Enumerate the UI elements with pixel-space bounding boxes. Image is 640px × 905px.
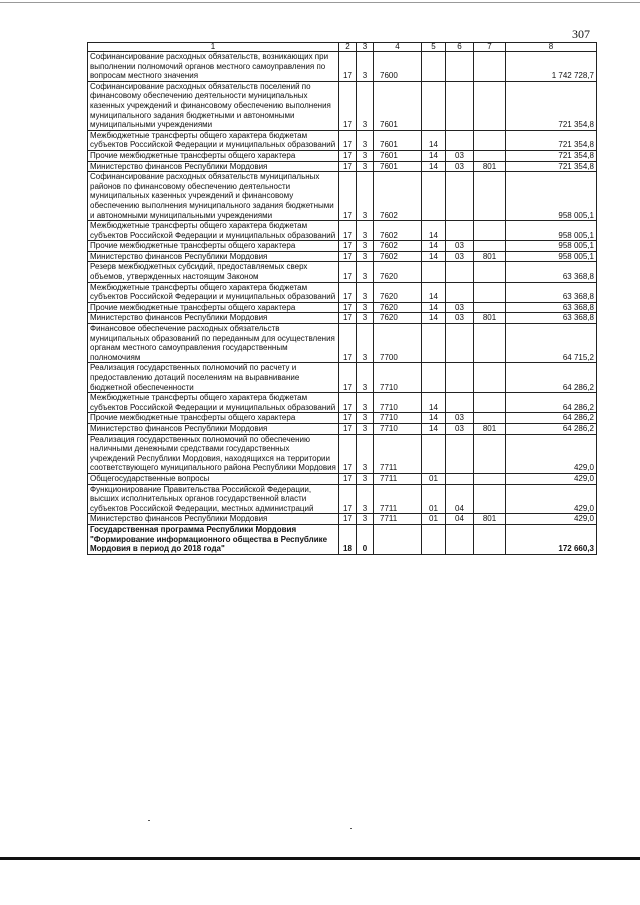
cell-c4: 7600 [374, 52, 422, 82]
cell-c5: 01 [422, 484, 446, 514]
cell-c5: 14 [422, 302, 446, 313]
cell-c3: 3 [357, 81, 374, 130]
cell-c8: 721 354,8 [506, 81, 597, 130]
row-label: Функционирование Правительства Российской Федерации, высших исполнительных органов государственной власти субъектов Российской Федерации, местных администраций [88, 484, 339, 514]
cell-c2: 17 [339, 413, 357, 424]
cell-c6 [446, 52, 474, 82]
cell-c5 [422, 81, 446, 130]
scan-bottom-edge [0, 857, 640, 860]
table-row [88, 473, 597, 484]
cell-c8: 958 005,1 [506, 241, 597, 252]
cell-c8: 63 368,8 [506, 282, 597, 302]
cell-c4: 7710 [374, 423, 422, 434]
table-row [88, 413, 597, 424]
row-label: Прочие межбюджетные трансферты общего характера [88, 241, 339, 252]
cell-c7 [474, 413, 506, 424]
row-label: Прочие межбюджетные трансферты общего характера [88, 302, 339, 313]
cell-c3: 3 [357, 282, 374, 302]
cell-c3: 3 [357, 324, 374, 363]
cell-c2: 17 [339, 514, 357, 525]
cell-c2: 17 [339, 81, 357, 130]
cell-c8: 63 368,8 [506, 302, 597, 313]
cell-c5: 14 [422, 161, 446, 172]
cell-c2: 17 [339, 282, 357, 302]
table-row [88, 302, 597, 313]
row-label: Межбюджетные трансферты общего характера бюджетам субъектов Российской Федерации и муниципальных образований [88, 130, 339, 150]
cell-c7 [474, 52, 506, 82]
cell-c2: 17 [339, 241, 357, 252]
cell-c3: 3 [357, 393, 374, 413]
row-label: Софинансирование расходных обязательств поселений по финансовому обеспечению деятельности муниципальных казенных учреждений и финансовому обеспечению выполнения муниципального задания бюджетными и автономными муниципальными учреждениями [88, 81, 339, 130]
cell-c7 [474, 302, 506, 313]
cell-c8: 63 368,8 [506, 313, 597, 324]
cell-c4: 7601 [374, 130, 422, 150]
table-row [88, 52, 597, 82]
cell-c2: 17 [339, 484, 357, 514]
cell-c8: 429,0 [506, 434, 597, 473]
row-label: Государственная программа Республики Мордовия "Формирование информационного общества в Республике Мордовия в период до 2018 года" [88, 524, 339, 554]
cell-c5: 01 [422, 514, 446, 525]
cell-c3: 3 [357, 514, 374, 525]
table-row [88, 514, 597, 525]
row-label: Министерство финансов Республики Мордовия [88, 313, 339, 324]
cell-c3: 3 [357, 423, 374, 434]
cell-c2: 17 [339, 52, 357, 82]
cell-c6 [446, 172, 474, 221]
cell-c6: 03 [446, 241, 474, 252]
cell-c2: 17 [339, 221, 357, 241]
cell-c3: 3 [357, 363, 374, 393]
cell-c2: 17 [339, 161, 357, 172]
cell-c5: 14 [422, 251, 446, 262]
column-header-row [88, 43, 597, 52]
cell-c5: 14 [422, 241, 446, 252]
cell-c8: 172 660,3 [506, 524, 597, 554]
cell-c6: 03 [446, 161, 474, 172]
cell-c8: 1 742 728,7 [506, 52, 597, 82]
row-label: Финансовое обеспечение расходных обязательств муниципальных образований по переданным для осуществления органам местного самоуправления государственным полномочиям [88, 324, 339, 363]
cell-c6: 04 [446, 484, 474, 514]
cell-c4: 7620 [374, 313, 422, 324]
cell-c4: 7711 [374, 514, 422, 525]
cell-c7 [474, 150, 506, 161]
cell-c7 [474, 81, 506, 130]
cell-c7 [474, 282, 506, 302]
table-row [88, 251, 597, 262]
cell-c2: 18 [339, 524, 357, 554]
cell-c4: 7710 [374, 363, 422, 393]
cell-c5: 14 [422, 221, 446, 241]
column-header: 2 [339, 43, 357, 52]
cell-c5: 14 [422, 423, 446, 434]
cell-c8: 429,0 [506, 514, 597, 525]
cell-c5 [422, 52, 446, 82]
cell-c6: 03 [446, 150, 474, 161]
column-header: 7 [474, 43, 506, 52]
cell-c3: 3 [357, 150, 374, 161]
cell-c2: 17 [339, 363, 357, 393]
cell-c2: 17 [339, 393, 357, 413]
cell-c4: 7602 [374, 241, 422, 252]
cell-c4: 7602 [374, 221, 422, 241]
column-header: 3 [357, 43, 374, 52]
row-label: Общегосударственные вопросы [88, 473, 339, 484]
table-row [88, 393, 597, 413]
cell-c5 [422, 363, 446, 393]
row-label: Реализация государственных полномочий по расчету и предоставлению дотаций поселениям на выравнивание бюджетной обеспеченности [88, 363, 339, 393]
cell-c6: 03 [446, 302, 474, 313]
cell-c2: 17 [339, 150, 357, 161]
cell-c6 [446, 221, 474, 241]
page-number: 307 [572, 27, 590, 41]
cell-c3: 3 [357, 172, 374, 221]
table-row [88, 221, 597, 241]
cell-c4: 7602 [374, 172, 422, 221]
column-header: 1 [88, 43, 339, 52]
cell-c3: 3 [357, 473, 374, 484]
cell-c4: 7711 [374, 473, 422, 484]
cell-c4: 7602 [374, 251, 422, 262]
table-row [88, 150, 597, 161]
cell-c6: 03 [446, 251, 474, 262]
cell-c8: 958 005,1 [506, 221, 597, 241]
column-header: 6 [446, 43, 474, 52]
table-row [88, 161, 597, 172]
cell-c6 [446, 130, 474, 150]
cell-c2: 17 [339, 302, 357, 313]
table-row [88, 313, 597, 324]
cell-c3: 3 [357, 161, 374, 172]
cell-c8: 64 286,2 [506, 393, 597, 413]
column-header: 8 [506, 43, 597, 52]
cell-c8: 63 368,8 [506, 262, 597, 282]
cell-c2: 17 [339, 313, 357, 324]
table-row [88, 423, 597, 434]
cell-c5: 01 [422, 473, 446, 484]
table-row [88, 282, 597, 302]
cell-c2: 17 [339, 423, 357, 434]
scan-speck [350, 828, 352, 829]
row-label: Прочие межбюджетные трансферты общего характера [88, 413, 339, 424]
row-label: Межбюджетные трансферты общего характера бюджетам субъектов Российской Федерации и муниципальных образований [88, 221, 339, 241]
cell-c7 [474, 363, 506, 393]
cell-c7: 801 [474, 514, 506, 525]
cell-c5: 14 [422, 150, 446, 161]
cell-c3: 3 [357, 130, 374, 150]
cell-c3: 3 [357, 434, 374, 473]
column-header: 4 [374, 43, 422, 52]
cell-c5 [422, 524, 446, 554]
cell-c6 [446, 324, 474, 363]
cell-c4: 7711 [374, 484, 422, 514]
table-row [88, 324, 597, 363]
cell-c4: 7601 [374, 161, 422, 172]
row-label: Министерство финансов Республики Мордовия [88, 251, 339, 262]
scan-speck [148, 820, 150, 821]
cell-c6: 03 [446, 423, 474, 434]
cell-c8: 721 354,8 [506, 130, 597, 150]
cell-c6 [446, 282, 474, 302]
cell-c3: 3 [357, 52, 374, 82]
cell-c6 [446, 393, 474, 413]
cell-c4: 7711 [374, 434, 422, 473]
cell-c6 [446, 434, 474, 473]
cell-c8: 721 354,8 [506, 150, 597, 161]
cell-c2: 17 [339, 251, 357, 262]
cell-c7 [474, 241, 506, 252]
cell-c5: 14 [422, 313, 446, 324]
cell-c7 [474, 172, 506, 221]
cell-c3: 3 [357, 313, 374, 324]
cell-c6 [446, 473, 474, 484]
cell-c7 [474, 393, 506, 413]
cell-c6 [446, 524, 474, 554]
table-row [88, 524, 597, 554]
cell-c7: 801 [474, 423, 506, 434]
cell-c3: 3 [357, 484, 374, 514]
row-label: Софинансирование расходных обязательств, возникающих при выполнении полномочий органов местного самоуправления по вопросам местного значения [88, 52, 339, 82]
cell-c5 [422, 324, 446, 363]
cell-c7: 801 [474, 313, 506, 324]
cell-c7 [474, 484, 506, 514]
cell-c8: 64 286,2 [506, 423, 597, 434]
cell-c7: 801 [474, 251, 506, 262]
cell-c8: 958 005,1 [506, 172, 597, 221]
cell-c7 [474, 262, 506, 282]
scan-top-edge [0, 2, 640, 3]
row-label: Межбюджетные трансферты общего характера бюджетам субъектов Российской Федерации и муниципальных образований [88, 282, 339, 302]
cell-c6 [446, 363, 474, 393]
cell-c6: 03 [446, 313, 474, 324]
cell-c2: 17 [339, 262, 357, 282]
table-row [88, 241, 597, 252]
cell-c7 [474, 221, 506, 241]
table-row [88, 484, 597, 514]
cell-c3: 0 [357, 524, 374, 554]
cell-c8: 429,0 [506, 484, 597, 514]
column-header: 5 [422, 43, 446, 52]
cell-c7 [474, 524, 506, 554]
cell-c7: 801 [474, 161, 506, 172]
cell-c2: 17 [339, 473, 357, 484]
cell-c3: 3 [357, 221, 374, 241]
cell-c2: 17 [339, 172, 357, 221]
row-label: Резерв межбюджетных субсидий, предоставляемых сверх объемов, утвержденных настоящим Законом [88, 262, 339, 282]
table-row [88, 130, 597, 150]
cell-c4: 7710 [374, 413, 422, 424]
cell-c4: 7620 [374, 302, 422, 313]
cell-c4 [374, 524, 422, 554]
cell-c5: 14 [422, 393, 446, 413]
cell-c4: 7620 [374, 262, 422, 282]
cell-c6 [446, 81, 474, 130]
cell-c8: 64 286,2 [506, 413, 597, 424]
cell-c6: 04 [446, 514, 474, 525]
cell-c6 [446, 262, 474, 282]
cell-c8: 721 354,8 [506, 161, 597, 172]
cell-c5 [422, 434, 446, 473]
row-label: Реализация государственных полномочий по обеспечению наличными денежными средствами государственных учреждений Республики Мордовия, находящихся на территории соответствующего муниципального района Республики Мордовия [88, 434, 339, 473]
row-label: Министерство финансов Республики Мордовия [88, 423, 339, 434]
cell-c3: 3 [357, 251, 374, 262]
cell-c5 [422, 262, 446, 282]
row-label: Межбюджетные трансферты общего характера бюджетам субъектов Российской Федерации и муниципальных образований [88, 393, 339, 413]
table-row [88, 81, 597, 130]
cell-c2: 17 [339, 324, 357, 363]
row-label: Министерство финансов Республики Мордовия [88, 161, 339, 172]
cell-c8: 64 286,2 [506, 363, 597, 393]
row-label: Софинансирование расходных обязательств муниципальных районов по финансовому обеспечению деятельности муниципальных казенных учреждений и финансовому обеспечению выполнения муниципального задания бюджетными и автономными муниципальными учреждениями [88, 172, 339, 221]
table-row [88, 434, 597, 473]
cell-c4: 7710 [374, 393, 422, 413]
table-row [88, 172, 597, 221]
cell-c3: 3 [357, 241, 374, 252]
cell-c8: 64 715,2 [506, 324, 597, 363]
cell-c2: 17 [339, 130, 357, 150]
cell-c5: 14 [422, 413, 446, 424]
row-label: Прочие межбюджетные трансферты общего характера [88, 150, 339, 161]
cell-c4: 7601 [374, 81, 422, 130]
row-label: Министерство финансов Республики Мордовия [88, 514, 339, 525]
cell-c7 [474, 434, 506, 473]
cell-c7 [474, 130, 506, 150]
cell-c4: 7700 [374, 324, 422, 363]
cell-c6: 03 [446, 413, 474, 424]
cell-c7 [474, 324, 506, 363]
cell-c5: 14 [422, 282, 446, 302]
cell-c8: 429,0 [506, 473, 597, 484]
table-row [88, 262, 597, 282]
cell-c3: 3 [357, 413, 374, 424]
cell-c2: 17 [339, 434, 357, 473]
cell-c3: 3 [357, 262, 374, 282]
cell-c8: 958 005,1 [506, 251, 597, 262]
cell-c4: 7620 [374, 282, 422, 302]
cell-c5: 14 [422, 130, 446, 150]
cell-c3: 3 [357, 302, 374, 313]
budget-table [87, 42, 597, 555]
cell-c7 [474, 473, 506, 484]
table-row [88, 363, 597, 393]
cell-c4: 7601 [374, 150, 422, 161]
cell-c5 [422, 172, 446, 221]
